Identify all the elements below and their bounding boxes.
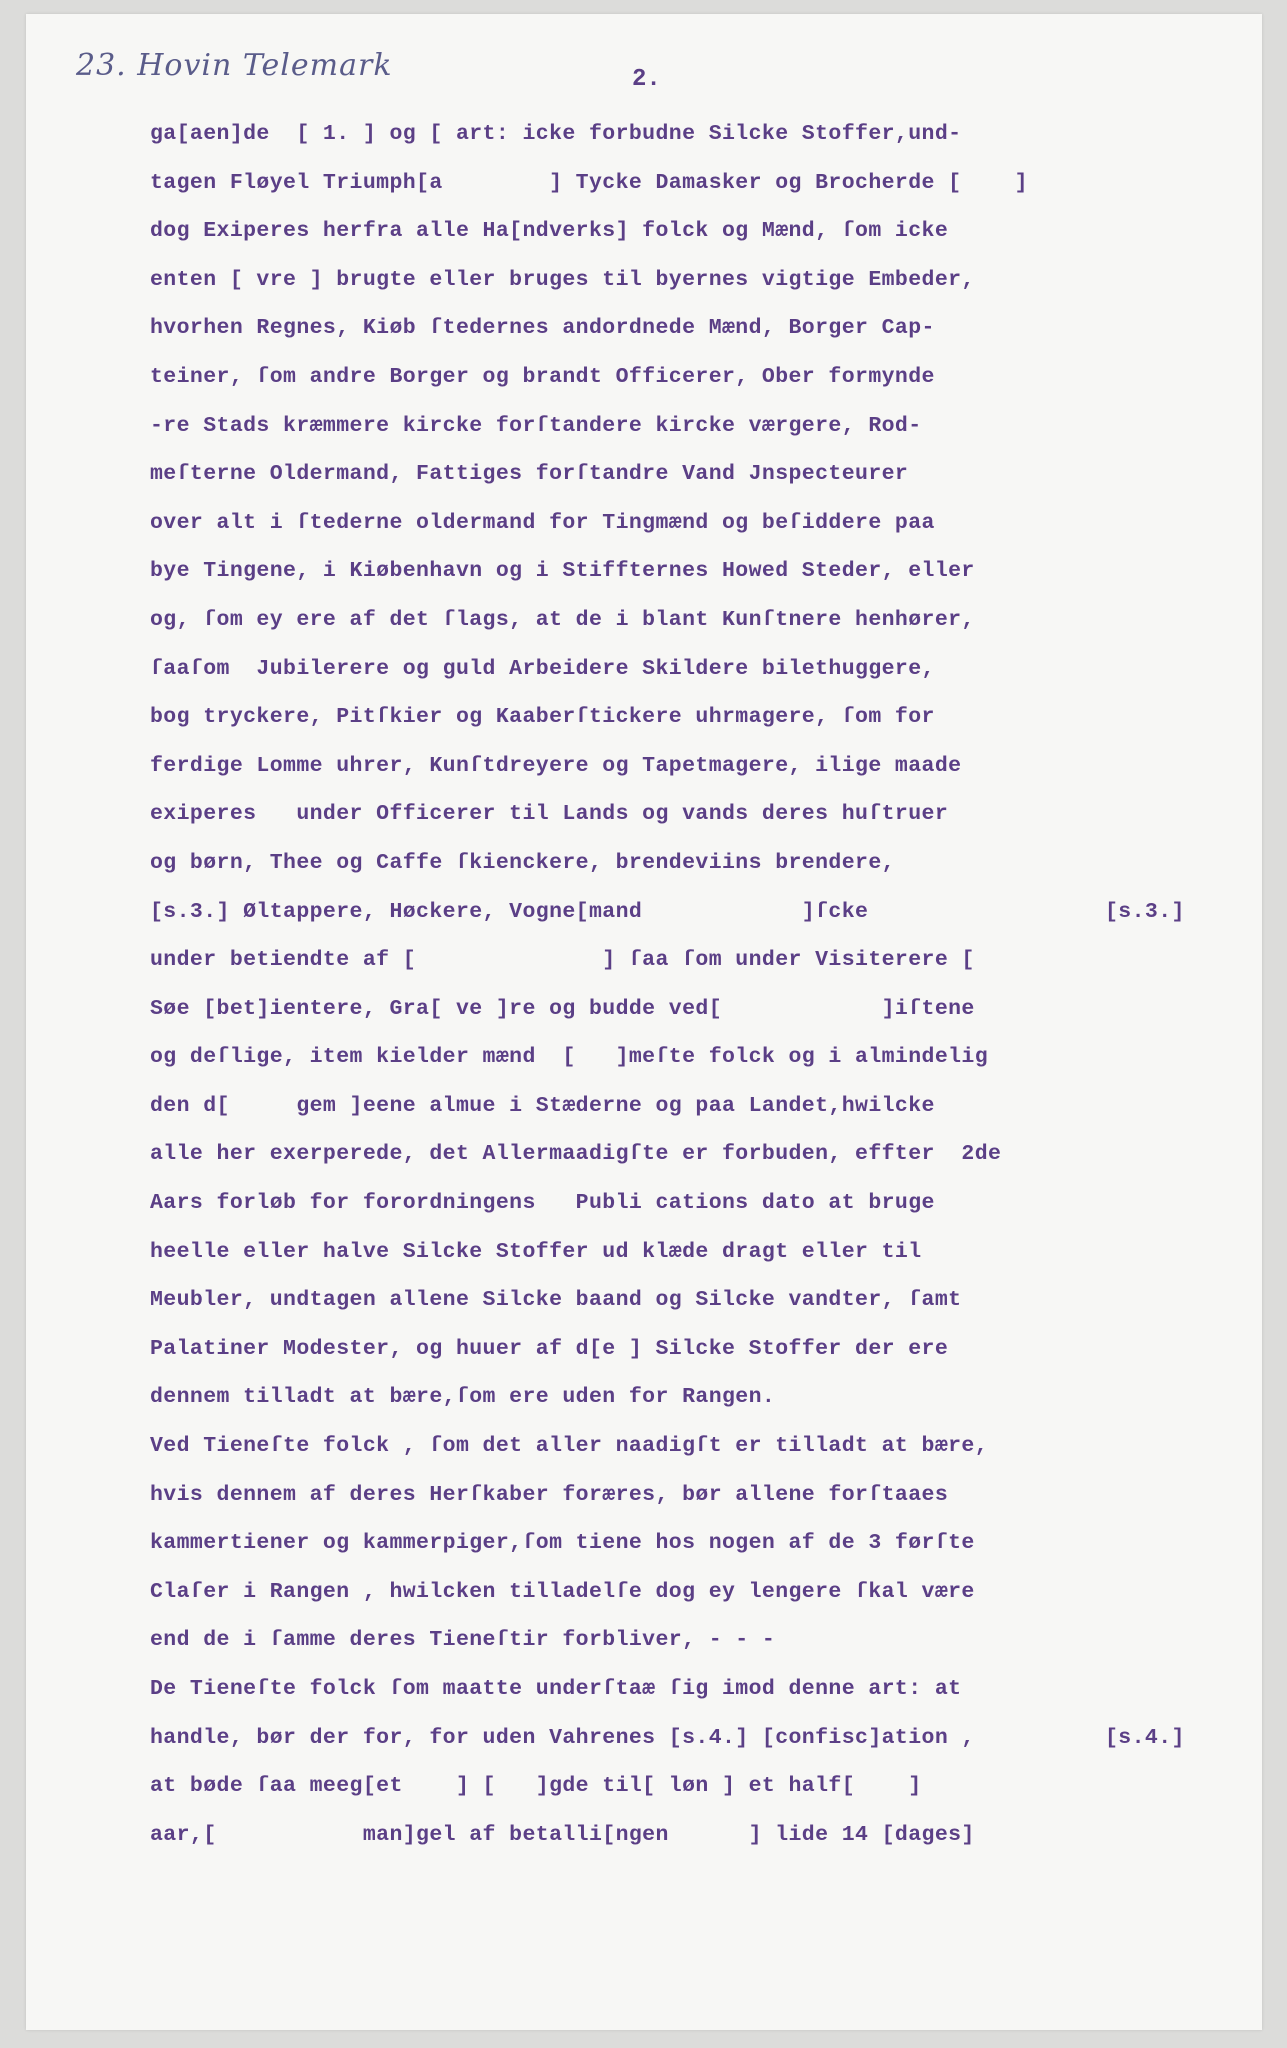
archive-reference-note: 23. Hovin Telemark <box>76 48 393 83</box>
transcript-body <box>150 110 1230 1859</box>
text-line: end de i ſamme deres Tieneſtir forbliver, - - - <box>150 1628 776 1653</box>
text-line: ferdige Lomme uhrer, Kunſtdreyere og Tapetmagere, ilige maade <box>150 753 962 778</box>
text-line: og deſlige, item kielder mænd [ ]meſte folck og i almindelig <box>150 1045 989 1070</box>
text-line: -re Stads kræmmere kircke forſtandere kircke værgere, Rod- <box>150 413 922 438</box>
text-line: og, ſom ey ere af det ſlags, at de i blant Kunſtnere henhører, <box>150 607 975 632</box>
margin-page-reference: [s.4.] <box>1105 1725 1185 1750</box>
text-line: bye Tingene, i Kiøbenhavn og i Stiffternes Howed Steder, eller <box>150 559 975 584</box>
text-line: den d[ gem ]eene almue i Stæderne og paa Landet,hwilcke <box>150 1093 935 1118</box>
text-line: Meubler, undtagen allene Silcke baand og Silcke vandter, ſamt <box>150 1288 962 1313</box>
text-line: aar,[ man]gel af betalli[ngen ] lide 14 [dages] <box>150 1822 975 1847</box>
text-line: kammertiener og kammerpiger,ſom tiene hos nogen af de 3 førſte <box>150 1531 975 1556</box>
page-number: 2. <box>632 66 661 93</box>
text-line: dog Exiperes herfra alle Ha[ndverks] folck og Mænd, ſom icke <box>150 219 949 244</box>
document-page <box>26 14 1262 2030</box>
text-line: Søe [bet]ientere, Gra[ ve ]re og budde ved[ ]iſtene <box>150 996 975 1021</box>
text-line: og børn, Thee og Caffe ſkienckere, brendeviins brendere, <box>150 850 895 875</box>
text-line: alle her exerperede, det Allermaadigſte er forbuden, effter 2de <box>150 1142 1002 1167</box>
text-line: handle, bør der for, for uden Vahrenes [s.4.] [confisc]ation , [s.4.] <box>150 1714 1230 1763</box>
text-line: dennem tilladt at bære,ſom ere uden for Rangen. <box>150 1385 776 1410</box>
text-line: ga[aen]de [ 1. ] og [ art: icke forbudne Silcke Stoffer,und- <box>150 122 962 146</box>
text-line: teiner, ſom andre Borger og brandt Officerer, Ober formynde <box>150 364 935 389</box>
text-line: Ved Tieneſte folck , ſom det aller naadigſt er tilladt at bære, <box>150 1434 989 1459</box>
text-line: over alt i ſtederne oldermand for Tingmænd og beſiddere paa <box>150 510 935 535</box>
text-line: enten [ vre ] brugte eller bruges til byernes vigtige Embeder, <box>150 267 975 292</box>
text-line: hvis dennem af deres Herſkaber foræres, bør allene forſtaaes <box>150 1482 949 1507</box>
text-line: [s.3.] Øltappere, Høckere, Vogne[mand ]ſcke [s.3.] <box>150 888 1230 937</box>
text-line: tagen Fløyel Triumph[a ] Tycke Damasker og Brocherde [ ] <box>150 170 1028 195</box>
text-line: Aars forløb for forordningens Publi cations dato at bruge <box>150 1191 935 1216</box>
text-line: heelle eller halve Silcke Stoffer ud klæde dragt eller til <box>150 1239 922 1264</box>
text-line: bog tryckere, Pitſkier og Kaaberſtickere uhrmagere, ſom for <box>150 705 935 730</box>
margin-page-reference: [s.3.] <box>1105 899 1185 924</box>
text-line: meſterne Oldermand, Fattiges forſtandre Vand Jnspecteurer <box>150 462 909 487</box>
text-line: De Tieneſte folck ſom maatte underſtaæ ſig imod denne art: at <box>150 1677 962 1701</box>
text-line: at bøde ſaa meeg[et ] [ ]gde til[ løn ] et half[ ] <box>150 1774 922 1799</box>
text-line: ſaaſom Jubilerere og guld Arbeidere Skildere bilethuggere, <box>150 656 935 681</box>
text-line: exiperes under Officerer til Lands og vands deres huſtruer <box>150 802 949 827</box>
text-line: Palatiner Modester, og huuer af d[e ] Silcke Stoffer der ere <box>150 1336 949 1361</box>
text-line: under betiendte af [ ] ſaa ſom under Visiterere [ <box>150 948 975 973</box>
text-line: Claſer i Rangen , hwilcken tilladelſe dog ey lengere ſkal være <box>150 1579 975 1604</box>
text-line: hvorhen Regnes, Kiøb ſtedernes andordnede Mænd, Borger Cap- <box>150 316 935 341</box>
